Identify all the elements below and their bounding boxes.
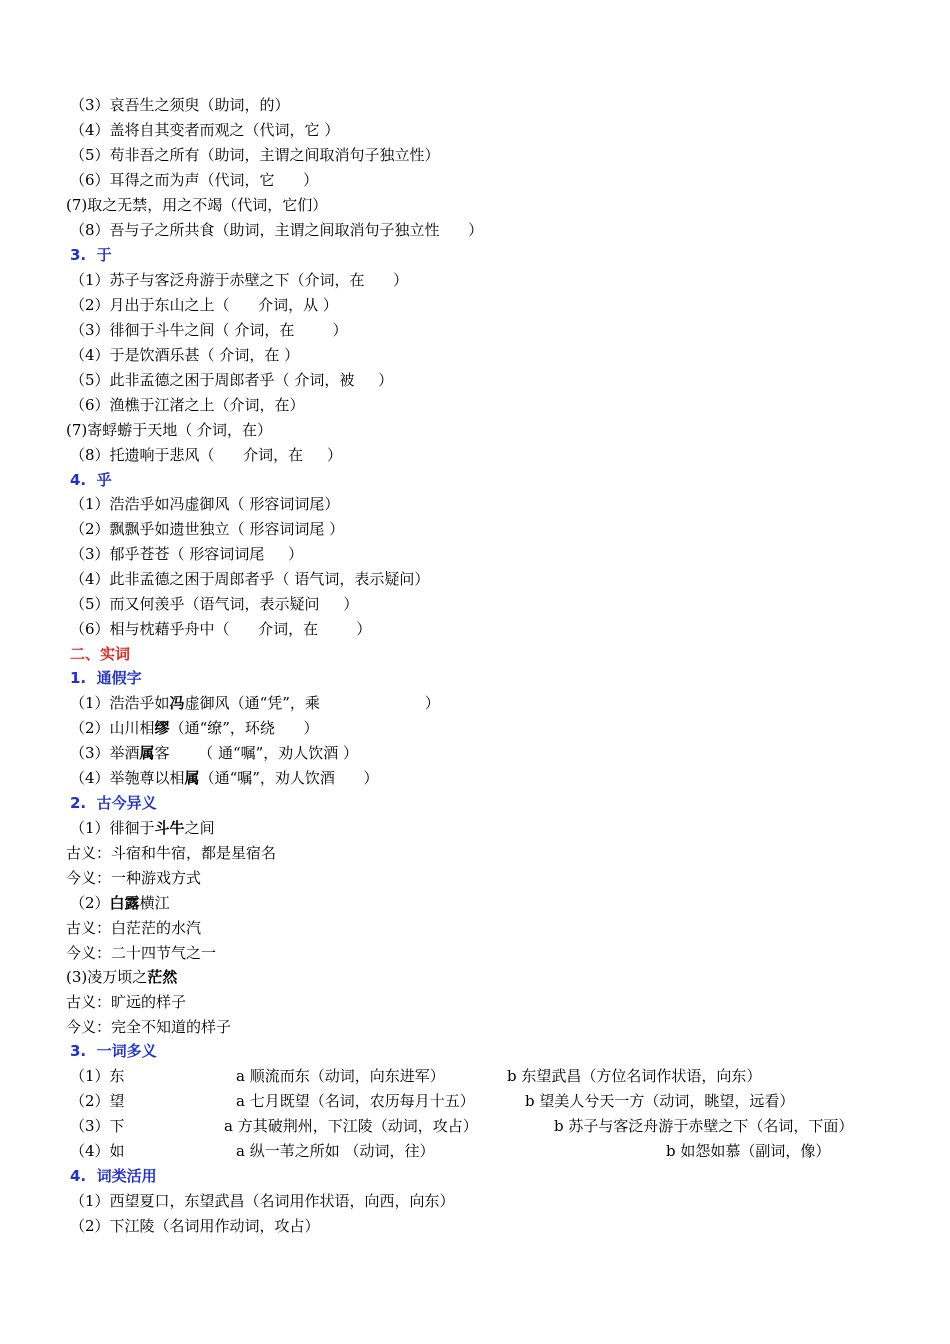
yu-item-7: (7)寄蜉蝣于天地（ 介词，在） xyxy=(66,421,273,439)
hu-item-4: （4）此非孟德之困于周郎者乎（ 语气词，表示疑问） xyxy=(70,570,430,588)
zhi-item-6: （6）耳得之而为声（代词，它 ） xyxy=(70,171,319,189)
zhi-item-4: （4）盖将自其变者而观之（代词，它 ） xyxy=(70,121,340,139)
gujinyiyi-2-jin: 今义：二十四节气之一 xyxy=(66,944,217,962)
yicigduoyi-1-label: （1）东 xyxy=(70,1067,125,1085)
gujinyiyi-3-jin: 今义：完全不知道的样子 xyxy=(66,1018,232,1036)
hu-item-5: （5）而又何羡乎（语气词，表示疑问 ） xyxy=(70,595,359,613)
yicigduoyi-3-label: （3）下 xyxy=(70,1117,125,1135)
gujinyiyi-1-jin: 今义：一种游戏方式 xyxy=(66,869,202,887)
yicigduoyi-2-label: （2）望 xyxy=(70,1092,125,1110)
gujinyiyi-item-2: （2）白露横江 xyxy=(70,894,170,912)
yu-item-1: （1）苏子与客泛舟游于赤壁之下（介词，在 ） xyxy=(70,271,409,289)
yu-item-8: （8）托遗响于悲风（ 介词，在 ） xyxy=(70,446,342,464)
tongjiazi-item-1: （1）浩浩乎如冯虚御风（通“凭”，乘 ） xyxy=(70,694,440,712)
yicigduoyi-4-label: （4）如 xyxy=(70,1142,125,1160)
zhi-item-5: （5）苟非吾之所有（助词，主谓之间取消句子独立性） xyxy=(70,146,440,164)
yicigduoyi-1-b: b 东望武昌（方位名词作状语，向东） xyxy=(507,1067,762,1085)
yicigduoyi-4-b: b 如怨如慕（副词，像） xyxy=(666,1142,831,1160)
gujinyiyi-heading: 2. 古今异义 xyxy=(70,794,157,812)
yu-heading: 3. 于 xyxy=(70,246,112,264)
tongjiazi-item-3: （3）举酒属客 （ 通“嘱”，劝人饮酒 ） xyxy=(70,744,359,762)
gujinyiyi-2-gu: 古义：白茫茫的水汽 xyxy=(66,919,202,937)
yu-item-2: （2）月出于东山之上（ 介词，从 ） xyxy=(70,296,338,314)
gujinyiyi-item-1: （1）徘徊于斗牛之间 xyxy=(70,819,215,837)
yu-item-4: （4）于是饮酒乐甚（ 介词，在 ） xyxy=(70,346,300,364)
tongjiazi-item-4: （4）举匏尊以相属（通“嘱”，劝人饮酒 ） xyxy=(70,769,379,787)
hu-heading: 4. 乎 xyxy=(70,471,112,489)
cileihuoyong-item-1: （1）西望夏口，东望武昌（名词用作状语，向西，向东） xyxy=(70,1192,455,1210)
yicigduoyi-4-a: a 纵一苇之所如 （动词，往） xyxy=(236,1142,435,1160)
yicigduoyi-3-a: a 方其破荆州，下江陵（动词，攻占） xyxy=(224,1117,478,1135)
yicigduoyi-heading: 3. 一词多义 xyxy=(70,1042,157,1060)
hu-item-2: （2）飘飘乎如遗世独立（ 形容词词尾 ） xyxy=(70,520,345,538)
hu-item-6: （6）相与枕藉乎舟中（ 介词，在 ） xyxy=(70,620,372,638)
cileihuoyong-heading: 4. 词类活用 xyxy=(70,1167,157,1185)
section-2-heading: 二、实词 xyxy=(70,645,131,663)
tongjiazi-item-2: （2）山川相缪（通“缭”，环绕 ） xyxy=(70,719,319,737)
gujinyiyi-1-gu: 古义：斗宿和牛宿，都是星宿名 xyxy=(66,844,277,862)
yu-item-6: （6）渔樵于江渚之上（介词，在） xyxy=(70,396,305,414)
yicigduoyi-3-b: b 苏子与客泛舟游于赤壁之下（名词，下面） xyxy=(554,1117,854,1135)
hu-item-1: （1）浩浩乎如冯虚御风（ 形容词词尾） xyxy=(70,495,340,513)
zhi-item-3: （3）哀吾生之须臾（助词，的） xyxy=(70,96,290,114)
yicigduoyi-2-b: b 望美人兮天一方（动词，眺望，远看） xyxy=(525,1092,795,1110)
hu-item-3: （3）郁乎苍苍（ 形容词词尾 ） xyxy=(70,545,304,563)
yu-item-3: （3）徘徊于斗牛之间（ 介词，在 ） xyxy=(70,321,348,339)
gujinyiyi-3-gu: 古义：旷远的样子 xyxy=(66,993,187,1011)
yicigduoyi-2-a: a 七月既望（名词，农历每月十五） xyxy=(236,1092,475,1110)
tongjiazi-heading: 1. 通假字 xyxy=(70,669,142,687)
cileihuoyong-item-2: （2）下江陵（名词用作动词，攻占） xyxy=(70,1217,320,1235)
gujinyiyi-item-3: (3)凌万顷之茫然 xyxy=(66,968,178,986)
zhi-item-8: （8）吾与子之所共食（助词，主谓之间取消句子独立性 ） xyxy=(70,221,484,239)
yu-item-5: （5）此非孟德之困于周郎者乎（ 介词，被 ） xyxy=(70,371,394,389)
zhi-item-7: (7)取之无禁，用之不竭（代词，它们） xyxy=(66,196,328,214)
yicigduoyi-1-a: a 顺流而东（动词，向东进军） xyxy=(236,1067,445,1085)
